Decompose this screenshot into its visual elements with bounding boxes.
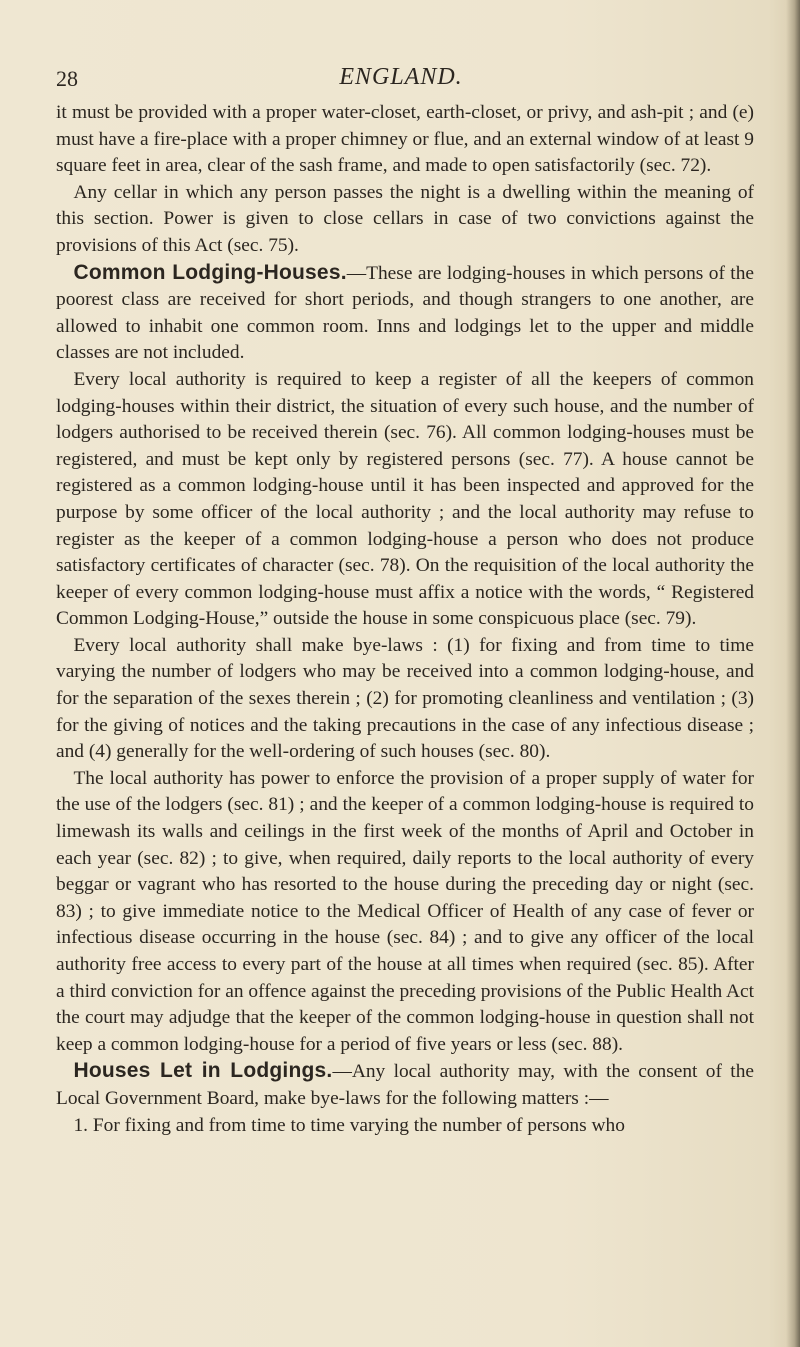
paragraph [56,260,754,367]
body-text [56,100,754,1139]
paragraph [56,633,754,766]
running-head: ENGLAND. [339,64,463,90]
page-number: 28 [56,66,78,91]
paragraph-text: —These are lodging-houses in which persons of the poorest class are received for short periods, and though strangers to one another, are allowed to inhabit one common room. Inns and lodgings let to the upper and middle classes are not included. [56,262,754,364]
paragraph-text: The local authority has power to enforce the provision of a proper supply of water for the use of the lodgers (sec. 81) ; and the keeper of a common lodging-house is required to limewash its walls and ceilings in the first week of the months of April and October in each year (sec. 82) ; to give, when required, daily reports to the local authority of every beggar or vagrant who has resorted to the house during the preceding day or night (sec. 83) ; to give immediate notice to the Medical Officer of Health of any case of fever or infectious disease occurring in the house (sec. 84) ; and to give any officer of the local authority free access to every part of the house at all times when required (sec. 85). After a third conviction for an offence against the preceding provisions of the Public Health Act the court may adjudge that the keeper of the common lodging-house in question shall not keep a common lodging-house for a period of five years or less (sec. 88). [56,767,754,1055]
paragraph [56,1113,754,1140]
paragraph [56,367,754,633]
paragraph-text: it must be provided with a proper water-closet, earth-closet, or privy, and ash-pit ; and (e) must have a fire-place with a proper chimney or flue, and an external window of at least 9 square feet in area, clear of the sash frame, and made to open satisfactorily (sec. 72). [56,102,754,177]
paragraph [56,1058,754,1112]
paragraph-text: Every local authority shall make bye-laws : (1) for fixing and from time to time varying the number of lodgers who may be received into a common lodging-house, and for the separation of the sexes therein ; (2) for promoting cleanliness and ventilation ; (3) for the giving of notices and the taking precautions in the case of any infectious disease ; and (4) generally for the well-ordering of such houses (sec. 80). [56,634,754,763]
paragraph-text: 1. For fixing and from time to time varying the number of persons who [73,1114,625,1136]
page-edge-shadow [786,0,800,1347]
section-heading: Houses Let in Lodgings. [73,1059,333,1083]
paragraph-text: —Any local authority may, with the consent of the Local Government Board, make bye-laws for the following matters :— [56,1061,754,1109]
paragraph-text: Every local authority is required to keep a register of all the keepers of common lodging-houses within their district, the situation of every such house, and the number of lodgers authorised to be received therein (sec. 76). All common lodging-houses must be registered, and must be kept only by registered persons (sec. 77). A house cannot be registered as a common lodging-house until it has been inspected and approved for the purpose by some officer of the local authority ; and the local authority may refuse to register as the keeper of a common lodging-house a person who does not produce satisfactory certificates of character (sec. 78). On the requisition of the local authority the keeper of every common lodging-house must affix a notice with the words, “ Registered Common Lodging-House,” outside the house in some conspicuous place (sec. 79). [56,368,754,630]
paragraph [56,766,754,1059]
page-header [56,64,746,98]
paragraph [56,100,754,180]
paragraph-text: Any cellar in which any person passes the night is a dwelling within the meaning of this section. Power is given to close cellars in case of two convictions against the provisions of this Act (sec. 75). [56,181,754,256]
paragraph [56,180,754,260]
section-heading: Common Lodging-Houses. [73,260,347,284]
